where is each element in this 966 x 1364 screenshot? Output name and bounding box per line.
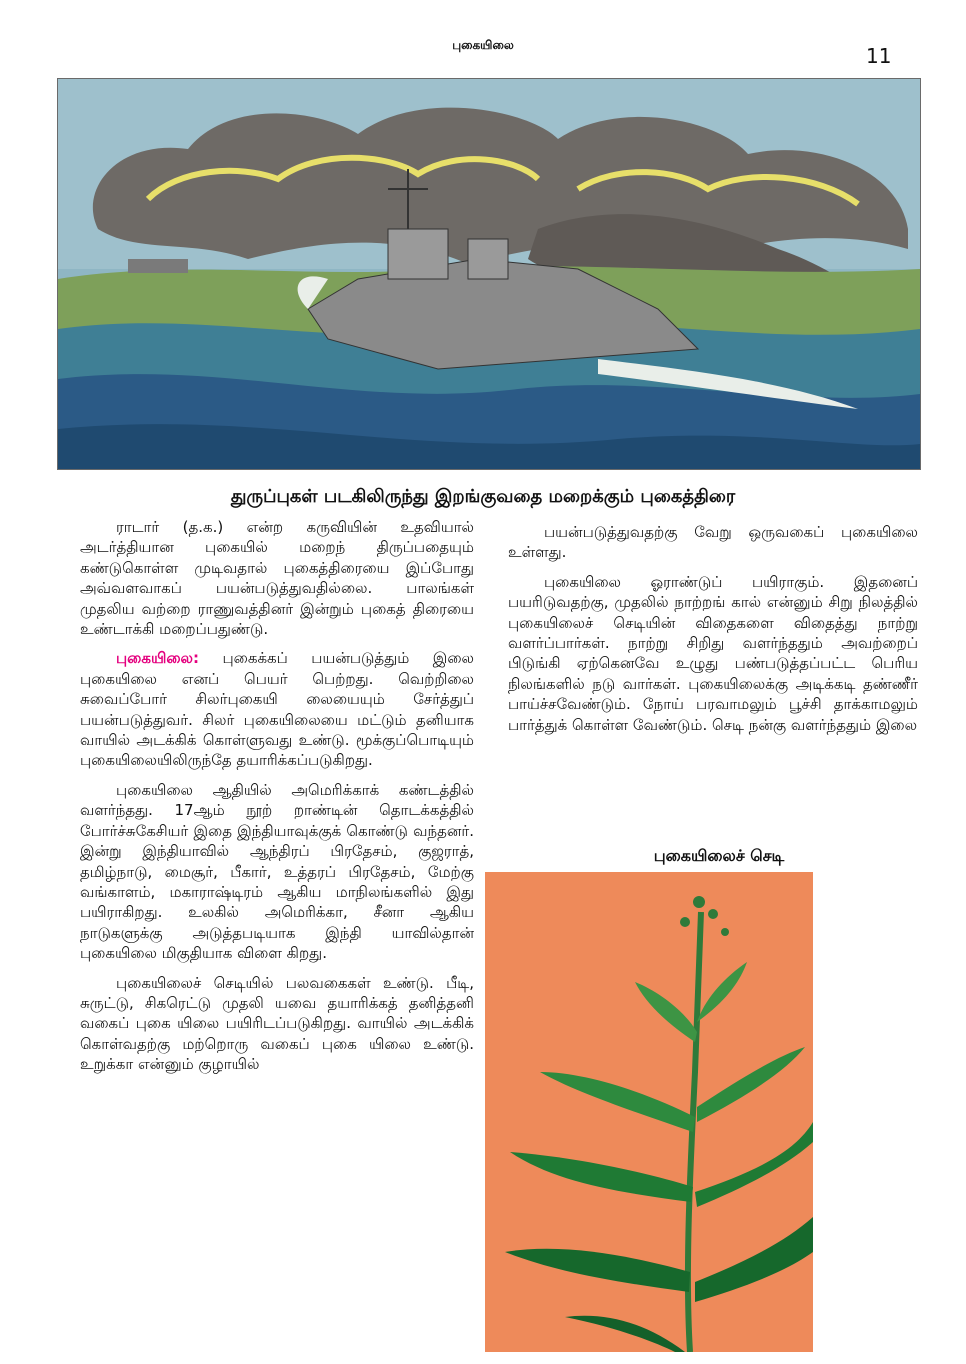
paragraph: புகையிலை ஓராண்டுப் பயிராகும். இதனைப் பயரிடுவதற்கு, முதலில் நாற்றங் கால் என்னும் சிறு நிலத்தில் புகையிலைச் செடியின் விதைகளை விதைத்து நாற்று வளர்ப்பார்கள். நாற்று சிறிது வளர்ந்ததும் அவற்றைப் பிடுங்கி ஏற்கெனவே உழுது பண்படுத்தப்பட்ட பெரிய நிலங்களில் நடு வார்கள். புகையிலைக்கு அடிக்கடி தண்ணீர் பாய்ச்சவேண்டும். நோய் பரவாமலும் பூச்சி தாக்காமலும் பார்த்துக் கொள்ள வேண்டும். செடி நன்கு வளர்ந்ததும் இலை [508, 572, 918, 734]
paragraph: பயன்படுத்துவதற்கு வேறு ஒருவகைப் புகையிலை உள்ளது. [508, 523, 918, 562]
paragraph: ராடார் (த.க.) என்ற கருவியின் உதவியால் அடர்த்தியான புகையில் மறைந் திருப்பதையும் கண்டுகொள்ள முடிவதால் புகைத்திரையை இப்போது அவ்வளவாகப் பயன்படுத்துவதில்லை. பாலங்கள் முதலிய வற்றை ராணுவத்தினர் இன்றும் புகைத் திரையை உண்டாக்கி மறைப்பதுண்டு. [80, 518, 474, 639]
right-column [508, 522, 918, 744]
paragraph [80, 648, 474, 770]
paragraph: புகையிலைச் செடியில் பலவகைகள் உண்டு. பீடி, சுருட்டு, சிகரெட்டு முதலி யவை தயாரிக்கத் தனித்தனி வகைப் புகை யிலை பயிரிடப்படுகிறது. வாயில் அடக்கிக் கொள்வதற்கு மற்றொரு வகைப் புகை யிலை உண்டு. உறுக்கா என்னும் குழாயில் [80, 973, 474, 1074]
page-number: 11 [866, 44, 892, 68]
ship-figure-caption: துருப்புகள் படகிலிருந்து இறங்குவதை மறைக்கும் புகைத்திரை [230, 486, 736, 507]
running-title: புகையிலை [452, 38, 514, 52]
plant-figure-caption: புகையிலைச் செடி [653, 846, 785, 865]
paragraph-text: புகைக்கப் பயன்படுத்தும் இலை புகையிலை எனப் பெயர் பெற்றது. வெற்றிலை சுவைப்போர் சிலர்புகையி லையையும் சேர்த்துப் பயன்படுத்துவர். சிலர் புகையிலையை மட்டும் தனியாக வாயில் அடக்கிக் கொள்ளுவது உண்டு. மூக்குப்பொடியும் புகையிலையிலிருந்தே தயாரிக்கப்படுகிறது. [80, 649, 474, 770]
left-column [80, 517, 474, 1084]
paragraph: புகையிலை ஆதியில் அமெரிக்காக் கண்டத்தில் வளர்ந்தது. 17ஆம் நூற் றாண்டின் தொடக்கத்தில் போர்ச்சுகேசியர் இதை இந்தியாவுக்குக் கொண்டு வந்தனர். இன்று இந்தியாவில் ஆந்திரப் பிரதேசம், குஜராத், தமிழ்நாடு, மைசூர், பீகார், உத்தரப் பிரதேசம், மேற்கு வங்காளம், மகாராஷ்டிரம் ஆகிய மாநிலங்களில் இது பயிராகிறது. உலகில் அமெரிக்கா, சீனா ஆகிய நாடுகளுக்கு அடுத்தபடியாக இந்தி யாவில்தான் புகையிலை மிகுதியாக விளை கிறது. [80, 780, 474, 963]
tobacco-plant-illustration [485, 872, 813, 1352]
tobacco-term: புகையிலை: [116, 649, 199, 668]
warship-smoke-screen-illustration [57, 78, 921, 470]
